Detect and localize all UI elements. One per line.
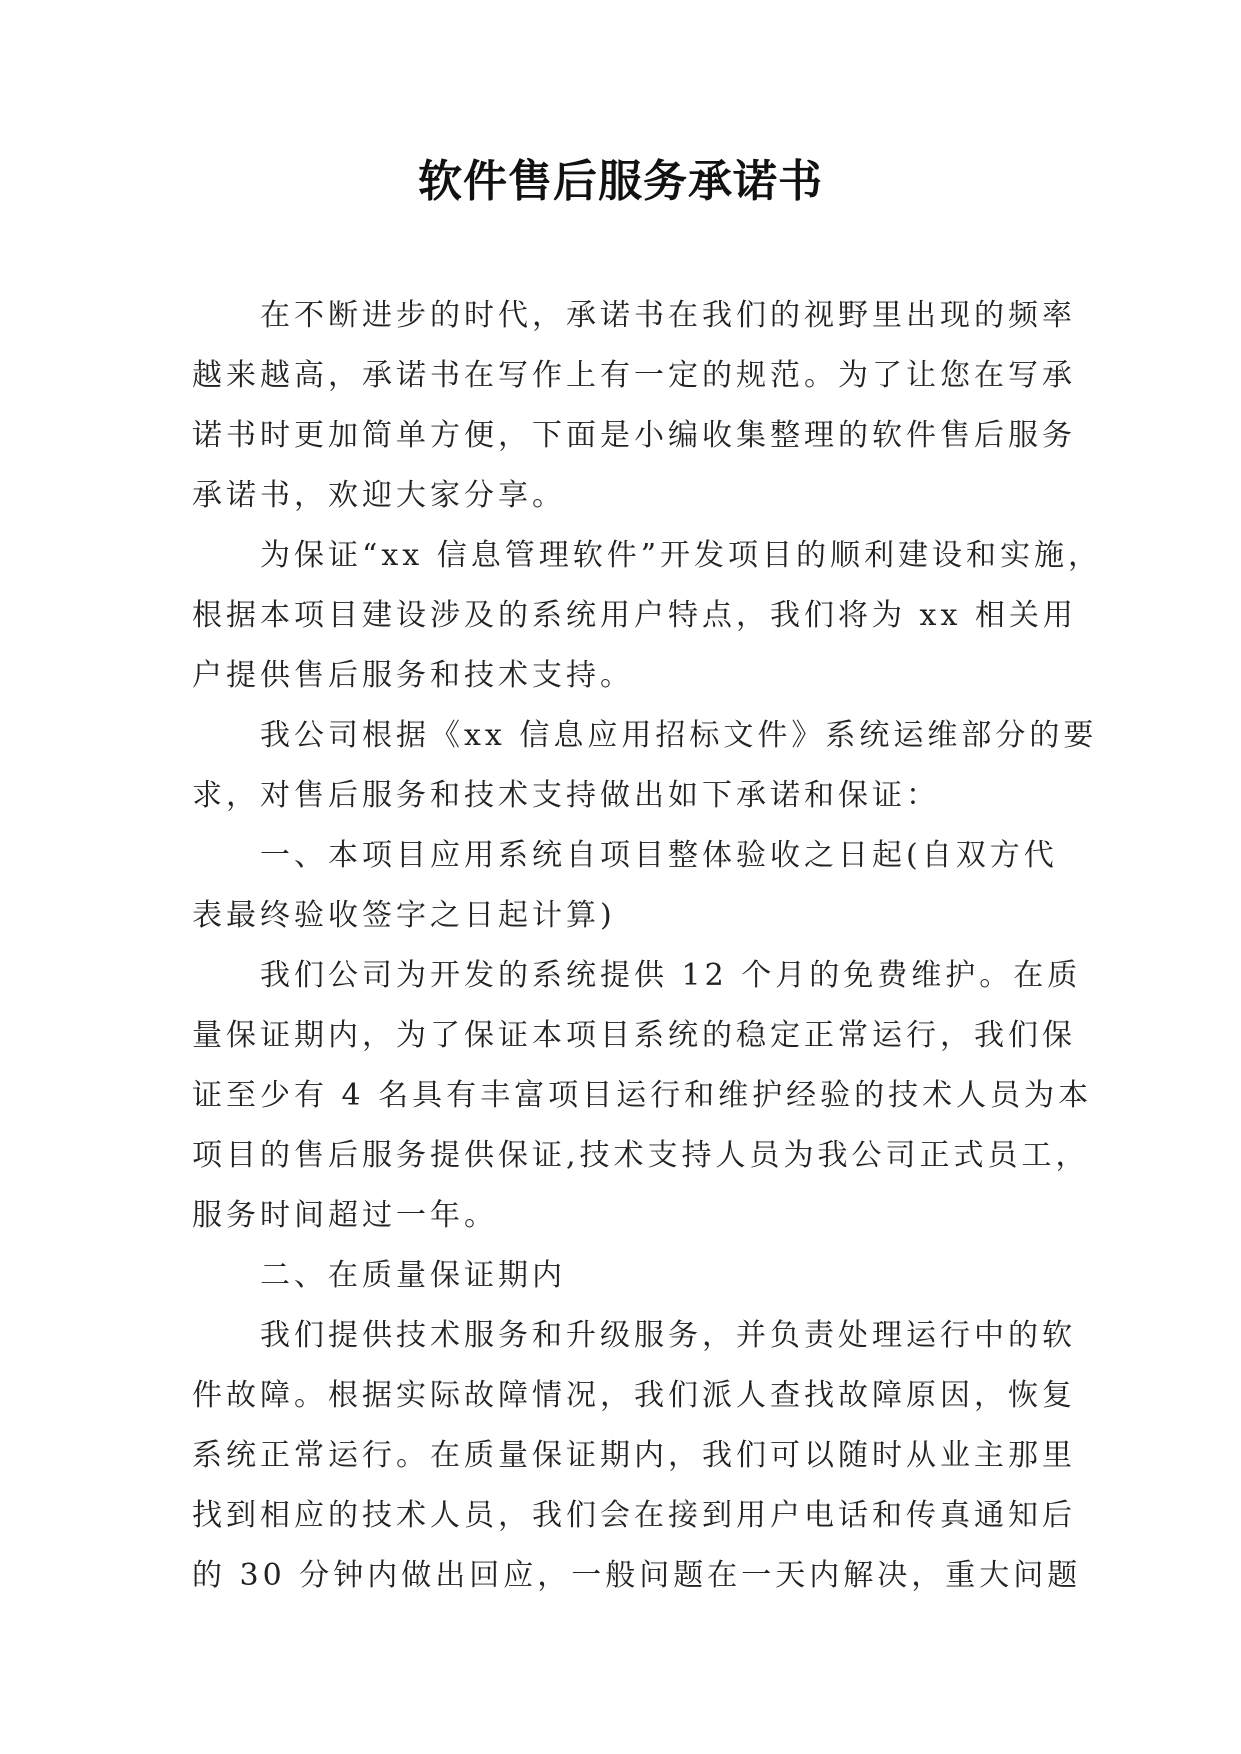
text-line: 服务时间超过一年。 [192,1198,498,1233]
text-line: 量保证期内，为了保证本项目系统的稳定正常运行，我们保 [192,1018,1076,1053]
text-line: 诺书时更加简单方便，下面是小编收集整理的软件售后服务 [192,418,1076,453]
text-line: 我们公司为开发的系统提供 12 个月的免费维护。在质 [260,958,1082,993]
text-line: 表最终验收签字之日起计算) [192,898,616,933]
text-line: 户提供售后服务和技术支持。 [192,658,634,693]
text-line: 二、在质量保证期内 [260,1258,566,1293]
text-line: 系统正常运行。在质量保证期内，我们可以随时从业主那里 [192,1438,1076,1473]
text-line: 求，对售后服务和技术支持做出如下承诺和保证： [192,778,940,813]
document-body [192,286,1103,1606]
text-line: 为保证“xx 信息管理软件”开发项目的顺利建设和实施， [260,538,1103,573]
text-line: 我公司根据《xx 信息应用招标文件》系统运维部分的要 [260,718,1098,753]
page-title: 软件售后服务承诺书 [418,156,823,207]
text-line: 找到相应的技术人员，我们会在接到用户电话和传真通知后 [192,1498,1076,1533]
text-line: 越来越高，承诺书在写作上有一定的规范。为了让您在写承 [192,358,1076,393]
text-line: 证至少有 4 名具有丰富项目运行和维护经验的技术人员为本 [192,1078,1093,1113]
text-line: 根据本项目建设涉及的系统用户特点，我们将为 xx 相关用 [192,598,1077,633]
text-line: 件故障。根据实际故障情况，我们派人查找故障原因，恢复 [192,1378,1076,1413]
text-line: 项目的售后服务提供保证,技术支持人员为我公司正式员工， [192,1138,1090,1173]
text-line: 一、本项目应用系统自项目整体验收之日起(自双方代 [260,838,1058,873]
text-line: 我们提供技术服务和升级服务，并负责处理运行中的软 [260,1318,1076,1353]
text-line: 的 30 分钟内做出回应，一般问题在一天内解决，重大问题 [192,1558,1082,1593]
text-line: 在不断进步的时代，承诺书在我们的视野里出现的频率 [260,298,1076,333]
text-line: 承诺书，欢迎大家分享。 [192,478,566,513]
